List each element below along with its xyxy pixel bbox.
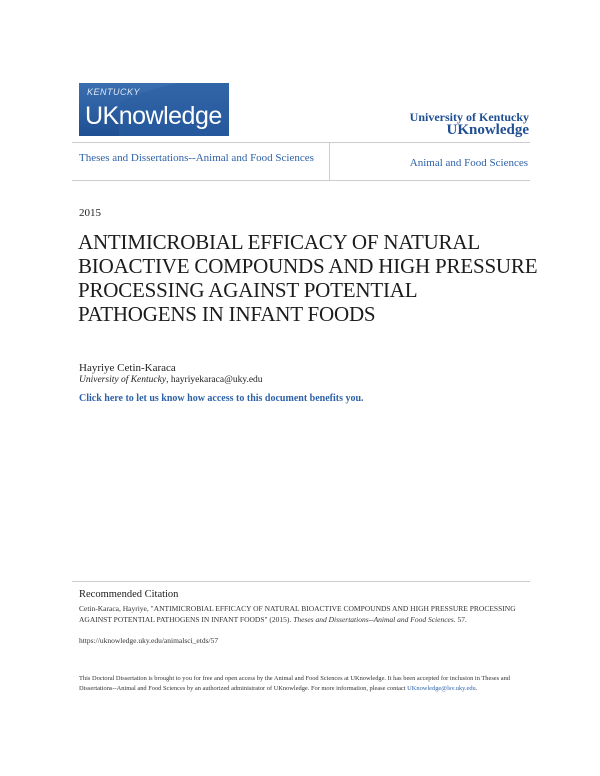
publication-year: 2015 [79, 207, 101, 219]
notice-text: This Doctoral Dissertation is brought to you for free and open access by the Animal and Food Sciences at UKnowledge. It has been accepted for inclusion in Theses and Dissertations--Animal and Food Sciences by an authorized administrator of UKnowledge. For more information, please contact [79, 675, 510, 692]
citation-series: Theses and Dissertations--Animal and Food Sciences [293, 614, 454, 624]
notice-end: . [475, 685, 478, 692]
author-affiliation [79, 375, 263, 385]
citation-number: . 57. [453, 614, 467, 624]
logo-kentucky-text: KENTUCKY [87, 87, 141, 97]
affiliation-email[interactable]: , hayriyekaraca@uky.edu [166, 375, 263, 385]
benefit-feedback-link[interactable]: Click here to let us know how access to this document benefits you. [79, 393, 364, 404]
document-url[interactable]: https://uknowledge.uky.edu/animalsci_etds/57 [79, 636, 219, 645]
affiliation-institution: University of Kentucky [79, 375, 167, 385]
access-notice [79, 674, 529, 694]
collection-link[interactable]: Theses and Dissertations--Animal and Food Sciences [79, 152, 314, 164]
repository-link[interactable]: UKnowledge [446, 122, 529, 138]
citation-text [79, 604, 529, 625]
breadcrumb-divider [329, 142, 330, 180]
university-link[interactable]: University of Kentucky [409, 110, 529, 124]
logo-uknowledge-text: UKnowledge [85, 102, 222, 130]
recommended-citation-heading: Recommended Citation [79, 589, 179, 600]
uknowledge-logo[interactable] [79, 83, 229, 136]
header-divider-top [72, 142, 530, 143]
contact-email-link[interactable]: UKnowledge@lsv.uky.edu [407, 685, 476, 692]
author-name: Hayriye Cetin-Karaca [79, 362, 176, 374]
citation-main: Cetin-Karaca, Hayriye, "ANTIMICROBIAL EFFICACY OF NATURAL BIOACTIVE COMPOUNDS AND HIGH PRESSURE PROCESSING AGAINST POTENTIAL PATHOGENS IN INFANT FOODS" (2015). [79, 604, 516, 624]
document-title: ANTIMICROBIAL EFFICACY OF NATURAL BIOACTIVE COMPOUNDS AND HIGH PRESSURE PROCESSING AGAINST POTENTIAL PATHOGENS IN INFANT FOODS [78, 230, 538, 326]
citation-divider [72, 581, 530, 582]
department-link[interactable]: Animal and Food Sciences [409, 157, 528, 169]
header-divider-bottom [72, 180, 530, 181]
